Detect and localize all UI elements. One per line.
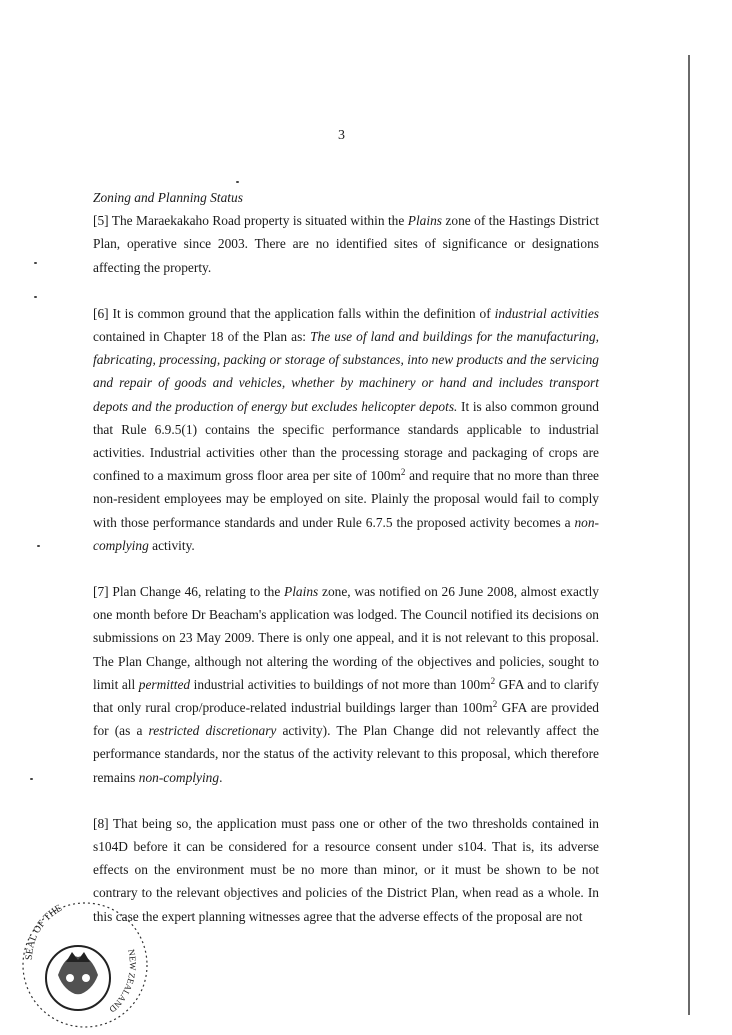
scan-speck [34,296,37,298]
seal-top-text: SEAL OF THE [23,902,64,961]
scan-speck [37,545,40,547]
scan-speck [236,181,239,183]
paragraph-6: [6] It is common ground that the application falls within the definition of industrial activities contained in Chapter 18 of the Plan as: The use of land and buildings for the manufacturing, fabricating, processing, packing or storage of substances, into new products and the servicing and repair of goods and vehicles, whether by machinery or hand and includes transport depots and the production of energy but excludes helicopter depots. It is also common ground that Rule 6.9.5(1) contains the specific performance standards applicable to industrial activities. Industrial activities other than the processing storage and packaging of crops are confined to a maximum gross floor area per site of $100m^2$ and require that no more than three non-resident employees may be employed on site. Plainly the proposal would fail to comply with those performance standards and under Rule 6.7.5 the proposed activity becomes a non-complying activity. [93,305,599,553]
scan-speck [30,778,33,780]
paragraph-5: [5] The Maraekakaho Road property is situated within the Plains zone of the Hastings District Plan, operative since 2003. There are no identified sites of significance or designations affecting the property. [93,213,599,275]
seal-right-text: NEW ZEALAND [107,948,138,1015]
court-seal-icon [10,880,160,1030]
document-body [93,186,599,928]
section-heading: Zoning and Planning Status [93,190,243,205]
paragraph-8: [8] That being so, the application must pass one or other of the two thresholds contained in s104D before it can be considered for a resource consent under s104. That is, its adverse effects on the environment must be no more than minor, or it must be shown to be not contrary to the relevant objectives and policies of the District Plan, when read as a whole. In this case the expert planning witnesses agree that the adverse effects of the proposal are not [93,815,599,924]
scan-speck [34,262,37,264]
paragraph-7: [7] Plan Change 46, relating to the Plains zone, was notified on 26 June 2008, almost exactly one month before Dr Beacham's application was lodged. The Council notified its decisions on submissions on 23 May 2009. There is only one appeal, and it is not relevant to this proposal. The Plan Change, although not altering the wording of the objectives and policies, sought to limit all permitted industrial activities to buildings of not more than $100m^2$ GFA and to clarify that only rural crop/produce-related industrial buildings larger than $100m^2$ GFA are provided for (as a restricted discretionary activity). The Plan Change did not relevantly affect the performance standards, nor the status of the activity relevant to this proposal, which therefore remains non-complying. [93,584,599,785]
page-edge-rule [688,55,690,1015]
page-number: 3 [338,128,345,143]
